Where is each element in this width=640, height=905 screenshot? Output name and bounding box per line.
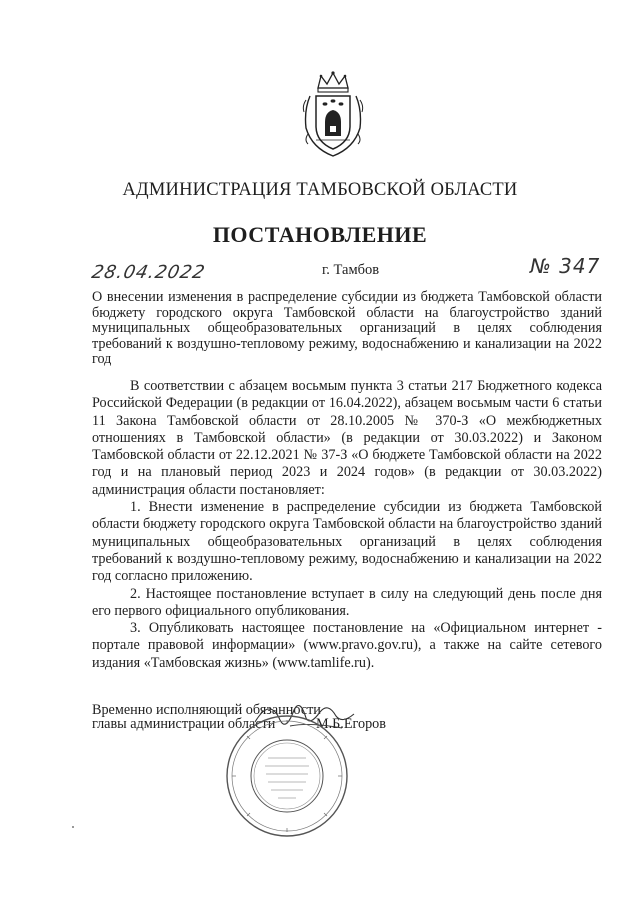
document-subject: О внесении изменения в распределение субсидии из бюджета Тамбовской области бюджету городского округа Тамбовской области на благоустройство зданий муниципальных общеобразовательных организаций в целях соблюдения требований к воздушно-тепловому режиму, водоснабжению и канализации на 2022 год: [92, 289, 602, 367]
handwritten-document-number: № 347: [530, 254, 601, 278]
coat-of-arms-icon: [298, 70, 368, 160]
resolution-item-1: 1. Внести изменение в распределение субсидии из бюджета Тамбовской области бюджету городского округа Тамбовской области на благоустройство зданий муниципальных общеобразовательных организаций в целях соблюдения требований к воздушно-тепловому режиму, водоснабжению и канализации на 2022 год согласно приложению.: [92, 499, 602, 585]
resolution-item-3: 3. Опубликовать настоящее постановление на «Официальном интернет - портале правовой информации» (www.pravo.gov.ru), а также на сайте сетевого издания «Тамбовская жизнь» (www.tamlife.ru).: [92, 620, 602, 671]
handwritten-date: 28.04.2022: [89, 262, 208, 283]
official-seal-icon: [222, 708, 352, 848]
document-body: [92, 378, 602, 672]
preamble-paragraph: В соответствии с абзацем восьмым пункта 3 статьи 217 Бюджетного кодекса Российской Федерации (в редакции от 16.04.2022), абзацем восьмым части 6 статьи 11 Закона Тамбовской области от 28.10.2005 № 370-З «О межбюджетных отношениях в Тамбовской области» (в редакции от 30.03.2022) и Законом Тамбовской области от 22.12.2021 № 37-З «О бюджете Тамбовской области на 2022 год и на плановый период 2023 и 2024 годов» (в редакции от 30.03.2022) администрация области постановляет:: [92, 378, 602, 498]
document-type-title: ПОСТАНОВЛЕНИЕ: [212, 222, 428, 247]
organization-name: АДМИНИСТРАЦИЯ ТАМБОВСКОЙ ОБЛАСТИ: [122, 180, 518, 200]
resolution-item-2: 2. Настоящее постановление вступает в силу на следующий день после дня его первого официального опубликования.: [92, 585, 602, 619]
signatory-position-line2: главы администрации области: [92, 716, 276, 732]
scan-speck: [72, 826, 74, 828]
signatory-position-line1: Временно исполняющий обязанности: [92, 702, 321, 718]
signatory-name: М.Б.Егоров: [316, 716, 386, 732]
city-label: г. Тамбов: [322, 262, 380, 278]
